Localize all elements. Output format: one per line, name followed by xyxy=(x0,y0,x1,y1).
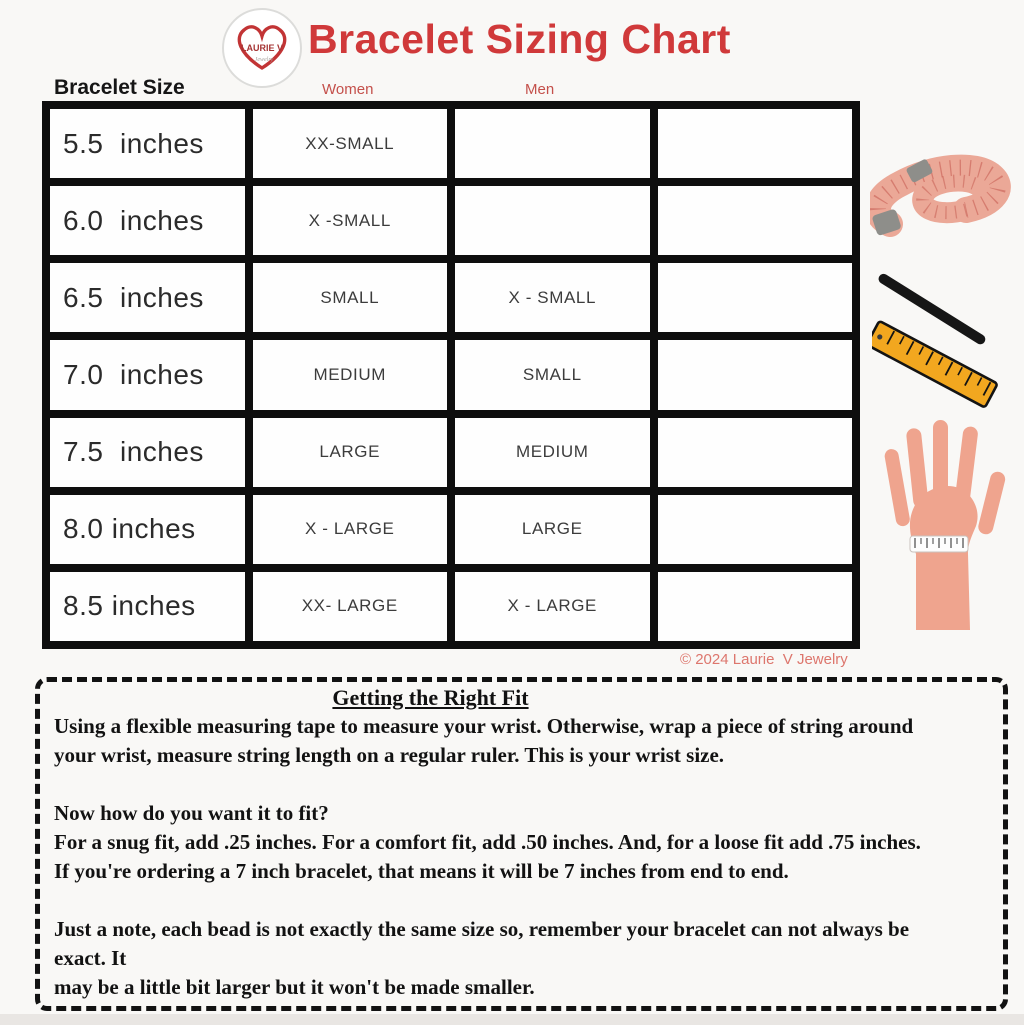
extra-cell xyxy=(658,186,853,255)
fit-guide-line: For a snug fit, add .25 inches. For a comfort fit, add .50 inches. And, for a loose fit add .75 inches. xyxy=(54,830,921,854)
fit-guide-line: Just a note, each bead is not exactly the same size so, remember your bracelet can not always be xyxy=(54,917,910,941)
men-cell: SMALL xyxy=(455,340,650,409)
fit-guide-line: exact. It xyxy=(54,946,127,970)
fit-guide-line xyxy=(54,770,987,799)
size-cell: 5.5 inches xyxy=(50,109,245,178)
size-table xyxy=(42,101,860,649)
size-cell: 8.5 inches xyxy=(50,572,245,641)
size-cell: 7.0 inches xyxy=(50,340,245,409)
extra-cell xyxy=(658,418,853,487)
women-cell: LARGE xyxy=(253,418,448,487)
size-cell: 7.5 inches xyxy=(50,418,245,487)
fit-guide-line: may be a little bit larger but it won't be made smaller. xyxy=(54,975,535,999)
size-cell: 6.5 inches xyxy=(50,263,245,332)
men-cell: MEDIUM xyxy=(455,418,650,487)
women-column-header: Women xyxy=(322,81,374,98)
fit-guide-line: Using a flexible measuring tape to measure your wrist. Otherwise, wrap a piece of string around xyxy=(54,714,914,738)
bottom-strip xyxy=(0,1014,1024,1025)
fit-guide-box xyxy=(35,677,1008,1011)
extra-cell xyxy=(658,340,853,409)
fit-guide-line: Now how do you want it to fit? xyxy=(54,801,329,825)
measuring-tape-icon xyxy=(870,120,1015,255)
page-title: Bracelet Sizing Chart xyxy=(308,16,731,62)
men-cell xyxy=(455,186,650,255)
men-cell: LARGE xyxy=(455,495,650,564)
men-cell: X - LARGE xyxy=(455,572,650,641)
women-cell: MEDIUM xyxy=(253,340,448,409)
logo-brand-text: LAURIE V xyxy=(240,43,284,53)
fit-guide-title-text: Getting the Right Fit xyxy=(332,685,529,710)
men-cell xyxy=(455,109,650,178)
women-cell: X -SMALL xyxy=(253,186,448,255)
hand-with-bracelet-icon xyxy=(884,412,1006,630)
fit-guide-line xyxy=(54,886,987,915)
fit-guide-line: your wrist, measure string length on a regular ruler. This is your wrist size. xyxy=(54,743,725,767)
fit-guide-body xyxy=(54,712,987,1002)
fit-guide-title xyxy=(0,685,897,711)
copyright-line: © 2024 Laurie V Jewelry xyxy=(680,651,848,668)
logo-tagline-text: Jewelry xyxy=(254,57,274,63)
women-cell: SMALL xyxy=(253,263,448,332)
men-column-header: Men xyxy=(525,81,555,98)
women-cell: XX- LARGE xyxy=(253,572,448,641)
women-cell: XX-SMALL xyxy=(253,109,448,178)
size-cell: 6.0 inches xyxy=(50,186,245,255)
bracelet-size-header: Bracelet Size xyxy=(54,76,185,99)
heart-logo-icon xyxy=(224,10,300,86)
fit-guide-line: If you're ordering a 7 inch bracelet, that means it will be 7 inches from end to end. xyxy=(54,859,789,883)
extra-cell xyxy=(658,572,853,641)
brand-logo xyxy=(222,8,302,88)
men-cell: X - SMALL xyxy=(455,263,650,332)
size-cell: 8.0 inches xyxy=(50,495,245,564)
extra-cell xyxy=(658,109,853,178)
extra-cell xyxy=(658,495,853,564)
ruler-icon xyxy=(872,316,1020,411)
extra-cell xyxy=(658,263,853,332)
women-cell: X - LARGE xyxy=(253,495,448,564)
